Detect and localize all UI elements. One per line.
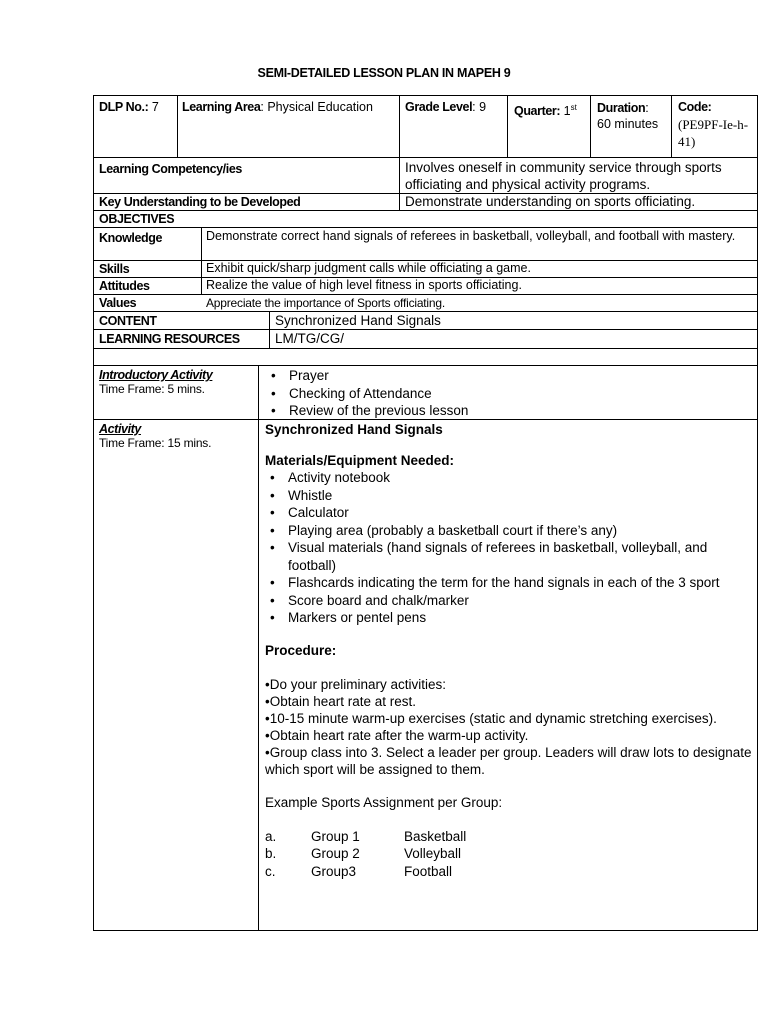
dlp-number: DLP No.: 7 [99, 100, 159, 114]
grade-level: Grade Level: 9 [405, 100, 487, 114]
resources-value: LM/TG/CG/ [275, 331, 345, 346]
list-item: • Whistle [260, 487, 753, 505]
list-item: • Playing area (probably a basketball court if there’s any) [260, 522, 753, 540]
group-row: b. Group 2 Volleyball [265, 846, 462, 861]
knowledge-value: Demonstrate correct hand signals of referees in basketball, volleyball, and football with mastery. [206, 229, 736, 243]
values-value: Appreciate the importance of Sports officiating. [206, 296, 445, 310]
procedure-step: •10-15 minute warm-up exercises (static and dynamic stretching exercises). [265, 710, 717, 726]
list-item: • Score board and chalk/marker [260, 592, 753, 610]
list-item: • Visual materials (hand signals of referees in basketball, volleyball, and football) [260, 539, 753, 574]
intro-list-cell [261, 367, 755, 420]
learning-area: Learning Area: Physical Education [182, 100, 373, 114]
materials-list [260, 469, 753, 627]
competency-value: Involves oneself in community service through sports officiating and physical activity programs. [405, 160, 722, 192]
list-item: • Prayer [261, 367, 755, 385]
attitudes-value: Realize the value of high level fitness in sports officiating. [206, 278, 522, 292]
list-item: • Checking of Attendance [261, 385, 755, 403]
values-label: Values [99, 296, 137, 310]
group-assignments [265, 828, 753, 881]
activity-time: Time Frame: 15 mins. [99, 436, 212, 450]
content-label: CONTENT [99, 314, 157, 328]
attitudes-label: Attitudes [99, 279, 150, 293]
lesson-plan-table [93, 95, 758, 931]
quarter: Quarter: 1st [514, 103, 577, 119]
list-item: • Calculator [260, 504, 753, 522]
key-understanding-value: Demonstrate understanding on sports officiating. [405, 194, 696, 209]
activity-heading: Synchronized Hand Signals [265, 422, 443, 437]
activity-label: Activity [99, 422, 141, 436]
materials-heading: Materials/Equipment Needed: [265, 453, 455, 468]
key-understanding-label: Key Understanding to be Developed [99, 195, 301, 209]
procedure-heading: Procedure: [265, 642, 337, 658]
intro-label-cell [99, 368, 212, 397]
content-value: Synchronized Hand Signals [275, 313, 441, 328]
group-row: c. Group3 Football [265, 863, 453, 879]
objectives-heading: OBJECTIVES [99, 212, 175, 226]
example-heading: Example Sports Assignment per Group: [265, 794, 503, 810]
knowledge-label: Knowledge [99, 231, 163, 245]
group-row: a. Group 1 Basketball [265, 828, 467, 844]
list-item: • Markers or pentel pens [260, 609, 753, 627]
activity-body [265, 421, 753, 880]
duration: Duration: 60 minutes [597, 101, 659, 131]
code: Code: (PE9PF-Ie-h-41) [678, 100, 749, 149]
procedure-step: •Obtain heart rate at rest. [265, 693, 417, 709]
skills-label: Skills [99, 262, 130, 276]
procedure-step: •Obtain heart rate after the warm-up activity. [265, 727, 529, 743]
procedure-step: •Group class into 3. Select a leader per group. Leaders will draw lots to designate which sport will be assigned to them. [265, 744, 752, 777]
procedure-list [265, 676, 753, 778]
competency-label: Learning Competency/ies [99, 162, 242, 176]
document-title: SEMI-DETAILED LESSON PLAN IN MAPEH 9 [257, 66, 511, 80]
intro-label: Introductory Activity [99, 368, 213, 382]
skills-value: Exhibit quick/sharp judgment calls while officiating a game. [206, 261, 531, 275]
intro-time: Time Frame: 5 mins. [99, 382, 205, 396]
list-item: • Review of the previous lesson [261, 402, 755, 420]
list-item: • Activity notebook [260, 469, 753, 487]
intro-list [261, 367, 755, 420]
list-item: • Flashcards indicating the term for the hand signals in each of the 3 sport [260, 574, 753, 592]
activity-label-cell [99, 422, 211, 451]
resources-label: LEARNING RESOURCES [99, 332, 240, 346]
procedure-step: •Do your preliminary activities: [265, 676, 447, 692]
